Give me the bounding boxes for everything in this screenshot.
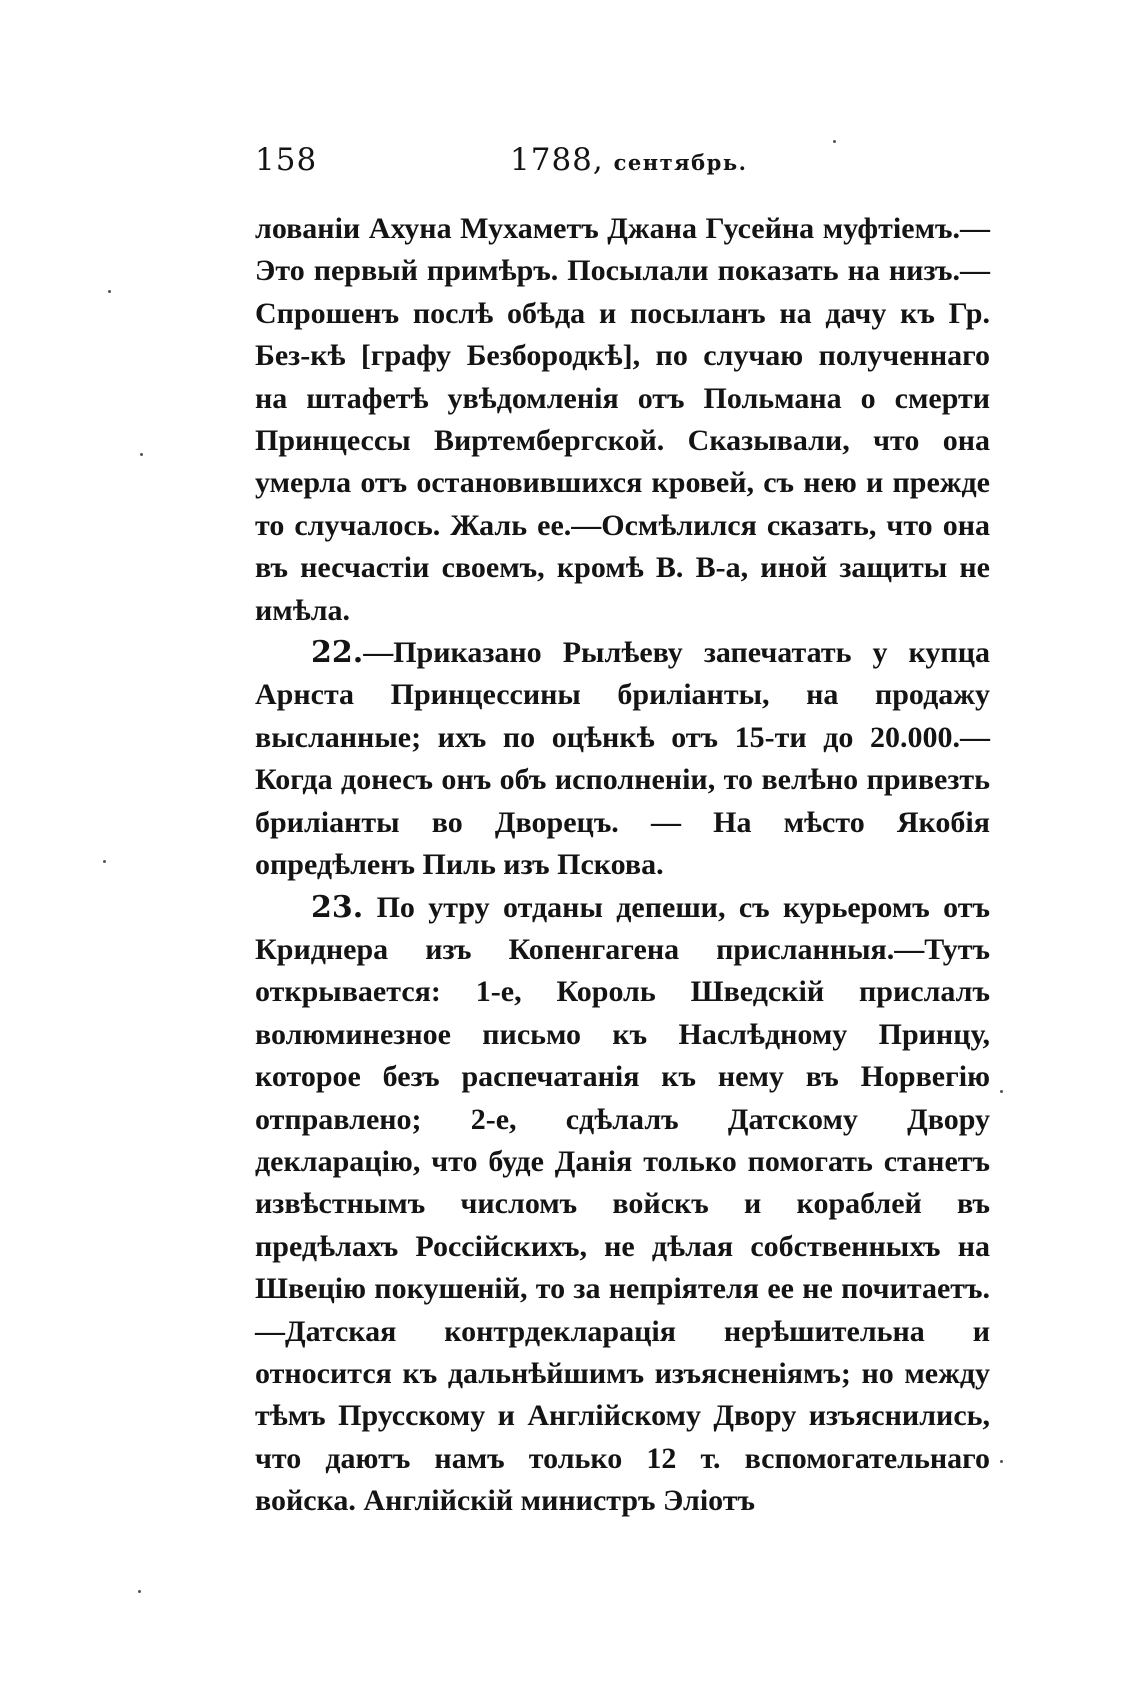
scan-speck [103, 860, 106, 863]
running-head-year: 1788, [510, 142, 604, 178]
scan-speck [1000, 1090, 1003, 1093]
paragraph-entry-23 [255, 887, 990, 1523]
paragraph-text: По утру отданы депеши, съ курьеромъ отъ Криднера изъ Копенгагена присланныя.—Тутъ открывается: 1-е, Король Шведскій прислалъ волюминезное письмо къ Наслѣдному Принцу, которое безъ распечатанія къ нему въ Норвегію отправлено; 2-е, сдѣлалъ Датскому Двору декларацію, что буде Данія только помогать станетъ извѣстнымъ числомъ войскъ и кораблей въ предѣлахъ Россійскихъ, не дѣлая собственныхъ на Швецію покушеній, то за непріятеля ее не почитаетъ.—Датская контрдекларація нерѣшительна и относится къ дальнѣйшимъ изъясненіямъ; но между тѣмъ Прусскому и Англійскому Двору изъяснились, что даютъ намъ только 12 т. вспомогательнаго войска. Англійскій министръ Эліотъ [255, 890, 990, 1518]
page-number: 158 [255, 142, 318, 178]
entry-date: 22. [311, 635, 364, 671]
paragraph-continuation [255, 208, 990, 632]
paragraph-text: —Приказано Рылѣеву запечатать у купца Арнста Принцессины бриліанты, на продажу высланные; ихъ по оцѣнкѣ отъ 15-ти до 20.000.— Когда донесъ онъ объ исполненіи, то велѣно привезть бриліанты во Дворецъ. — На мѣсто Якобія опредѣленъ Пиль изъ Пскова. [255, 636, 990, 882]
page-header [255, 142, 995, 182]
running-head-month: сентябрь. [613, 150, 748, 175]
scan-speck [833, 140, 836, 143]
paragraph-entry-22 [255, 632, 990, 886]
scan-speck [138, 1590, 141, 1593]
running-head [510, 142, 747, 178]
body-text [255, 208, 990, 1523]
scan-speck [1000, 1460, 1003, 1463]
entry-date: 23. [311, 889, 364, 925]
scan-speck [108, 290, 111, 293]
scan-speck [140, 453, 143, 456]
paragraph-text: лованіи Ахуна Мухаметъ Джана Гусейна муфтіемъ.— Это первый примѣръ. Посылали показать на низъ.— Спрошенъ послѣ обѣда и посыланъ на дачу къ Гр. Без-кѣ [графу Безбородкѣ], по случаю полученнаго на штафетѣ увѣдомленія отъ Польмана о смерти Принцессы Виртембергской. Сказывали, что она умерла отъ остановившихся кровей, съ нею и прежде то случалось. Жаль ее.—Осмѣлился сказать, что она въ несчастіи своемъ, кромѣ В. В-а, иной защиты не имѣла. [255, 212, 990, 627]
